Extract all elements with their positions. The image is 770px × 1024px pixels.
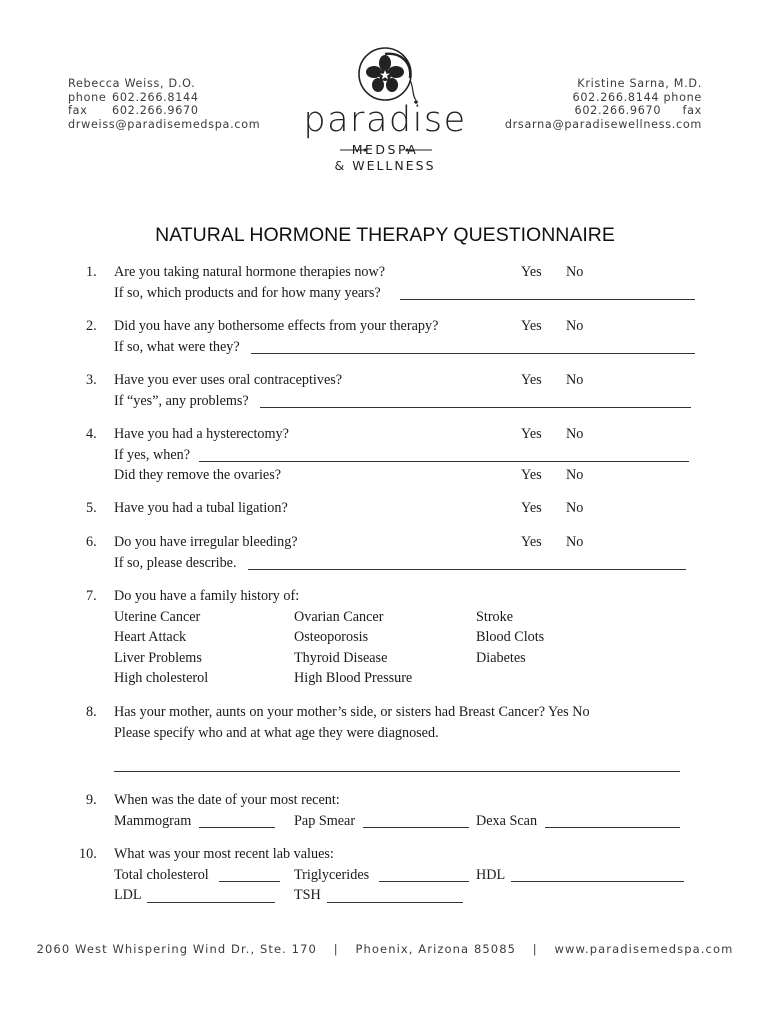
yes-option[interactable]: Yes: [521, 534, 542, 550]
no-option[interactable]: No: [566, 264, 584, 280]
question-text: Have you had a hysterectomy?: [114, 426, 289, 442]
right-contact-block: [505, 77, 702, 131]
no-option[interactable]: No: [566, 372, 584, 388]
answer-line[interactable]: [251, 353, 695, 354]
no-option[interactable]: No: [566, 467, 584, 483]
right-email: drsarna@paradisewellness.com: [504, 117, 702, 131]
answer-line[interactable]: [199, 461, 689, 462]
triglycerides-field[interactable]: [379, 881, 469, 882]
footer-address: 2060 West Whispering Wind Dr., Ste. 170: [36, 942, 317, 956]
logo-wordmark: paradise: [303, 100, 467, 140]
mammogram-field[interactable]: [199, 827, 275, 828]
question-9: [0, 790, 770, 834]
question-number: 9.: [86, 792, 97, 808]
no-option[interactable]: No: [566, 426, 584, 442]
follow-up-text: If yes, when?: [114, 446, 191, 463]
tsh-field[interactable]: [327, 902, 463, 903]
question-2: [0, 316, 770, 360]
no-option[interactable]: No: [566, 500, 584, 516]
answer-line[interactable]: [248, 569, 686, 570]
question-7: [0, 586, 770, 690]
logo-medspa: MEDSPA: [351, 142, 419, 157]
question-8: [0, 702, 770, 782]
history-item[interactable]: Diabetes: [476, 649, 526, 666]
question-text: Have you had a tubal ligation?: [114, 500, 288, 516]
right-phone: 602.266.8144: [572, 90, 660, 104]
right-fax: 602.266.9670: [574, 104, 662, 118]
question-6: [0, 532, 770, 576]
history-item[interactable]: Uterine Cancer: [114, 608, 201, 625]
history-item[interactable]: Heart Attack: [114, 629, 187, 645]
question-number: 3.: [86, 372, 97, 388]
pap-smear-label: Pap Smear: [294, 812, 356, 829]
right-phone-label: phone: [663, 90, 702, 104]
question-number: 6.: [86, 534, 97, 550]
logo-wellness: & WELLNESS: [334, 158, 436, 173]
history-item[interactable]: Ovarian Cancer: [294, 608, 384, 625]
question-number: 2.: [86, 318, 97, 334]
follow-up-text: If so, which products and for how many years?: [114, 284, 381, 301]
total-cholesterol-label: Total cholesterol: [114, 866, 209, 883]
no-option[interactable]: No: [566, 534, 584, 550]
left-fax-label: fax: [68, 104, 88, 118]
question-number: 4.: [86, 426, 97, 442]
answer-line[interactable]: [400, 299, 695, 300]
dexa-scan-field[interactable]: [545, 827, 680, 828]
footer-separator: |: [333, 942, 339, 956]
right-fax-label: fax: [682, 104, 702, 118]
history-item[interactable]: Thyroid Disease: [294, 649, 388, 666]
left-email: drweiss@paradisemedspa.com: [68, 117, 261, 131]
flower-emblem-icon: [352, 44, 418, 106]
yes-option[interactable]: Yes: [521, 372, 542, 388]
question-number: 1.: [86, 264, 97, 280]
total-cholesterol-field[interactable]: [219, 881, 280, 882]
footer-website[interactable]: www.paradisemedspa.com: [554, 942, 734, 956]
hdl-label: HDL: [476, 866, 506, 883]
question-number: 10.: [79, 846, 97, 862]
question-1: [0, 262, 770, 306]
mammogram-label: Mammogram: [114, 812, 192, 829]
history-item[interactable]: High Blood Pressure: [294, 670, 413, 686]
yes-option[interactable]: Yes: [521, 264, 542, 280]
yes-option[interactable]: Yes: [521, 500, 542, 516]
dexa-scan-label: Dexa Scan: [476, 812, 538, 829]
question-text: Do you have a family history of:: [114, 588, 300, 604]
tsh-label: TSH: [294, 887, 321, 903]
follow-up-text: If so, please describe.: [114, 554, 237, 571]
history-item[interactable]: Osteoporosis: [294, 629, 369, 645]
question-text: Are you taking natural hormone therapies now?: [114, 264, 386, 280]
answer-line[interactable]: [260, 407, 691, 408]
history-item[interactable]: Liver Problems: [114, 649, 202, 666]
history-item[interactable]: High cholesterol: [114, 670, 209, 686]
page-title: NATURAL HORMONE THERAPY QUESTIONNAIRE: [155, 224, 615, 246]
answer-line[interactable]: [114, 771, 680, 772]
follow-up-text: If so, what were they?: [114, 338, 240, 355]
right-doctor-name: Kristine Sarna, M.D.: [577, 77, 702, 90]
question-4: [0, 424, 770, 488]
footer: [0, 942, 770, 956]
question-5: [0, 498, 770, 520]
left-contact-block: [68, 77, 260, 131]
question-text: Have you ever uses oral contraceptives?: [114, 372, 343, 388]
question-text: What was your most recent lab values:: [114, 846, 334, 862]
yes-option[interactable]: Yes: [521, 467, 542, 483]
hdl-field[interactable]: [511, 881, 684, 882]
question-text: When was the date of your most recent:: [114, 792, 340, 808]
triglycerides-label: Triglycerides: [294, 866, 370, 883]
question-number: 7.: [86, 588, 97, 604]
question-number: 8.: [86, 704, 97, 720]
follow-up-text-2: Did they remove the ovaries?: [114, 467, 282, 483]
question-text: Did you have any bothersome effects from your therapy?: [114, 318, 439, 334]
history-item[interactable]: Stroke: [476, 608, 514, 625]
yes-option[interactable]: Yes: [521, 426, 542, 442]
yes-option[interactable]: Yes: [521, 318, 542, 334]
left-fax: 602.266.9670: [112, 104, 199, 118]
pap-smear-field[interactable]: [363, 827, 469, 828]
follow-up-text: If “yes”, any problems?: [114, 392, 249, 409]
paradise-logo: [300, 42, 470, 172]
question-number: 5.: [86, 500, 97, 516]
question-3: [0, 370, 770, 414]
left-doctor-name: Rebecca Weiss, D.O.: [68, 77, 196, 90]
ldl-field[interactable]: [147, 902, 275, 903]
no-option[interactable]: No: [566, 318, 584, 334]
question-10: [0, 844, 770, 908]
question-text: Do you have irregular bleeding?: [114, 534, 298, 550]
follow-up-text: Please specify who and at what age they were diagnosed.: [114, 724, 439, 741]
left-phone-label: phone: [68, 90, 107, 104]
left-phone: 602.266.8144: [112, 90, 199, 104]
footer-city: Phoenix, Arizona 85085: [355, 942, 517, 956]
history-item[interactable]: Blood Clots: [476, 629, 545, 645]
footer-separator: |: [532, 942, 538, 956]
ldl-label: LDL: [114, 887, 142, 903]
question-text: Has your mother, aunts on your mother’s side, or sisters had Breast Cancer? Yes No: [114, 704, 590, 720]
